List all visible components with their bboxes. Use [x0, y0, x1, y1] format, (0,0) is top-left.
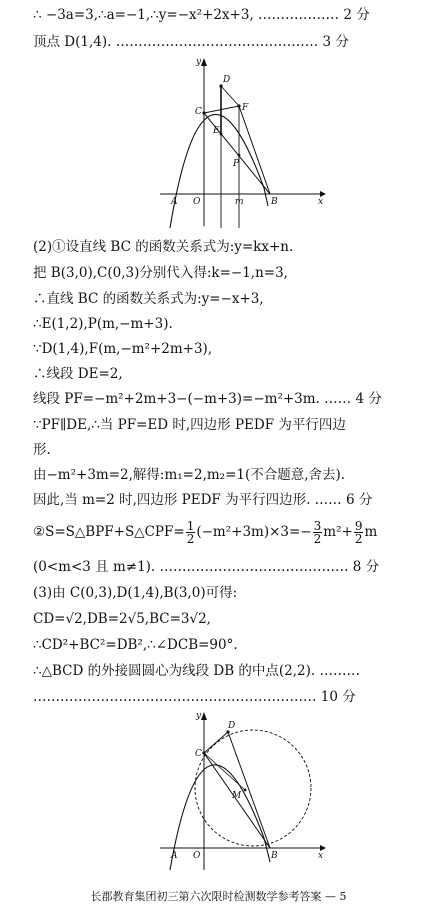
fig2-origin-O: O [193, 851, 201, 861]
fig1-y-label: y [196, 57, 202, 67]
fig2-point-B: B [271, 851, 278, 861]
solution-line-5: ∴直线 BC 的函数关系式为:y=−x+3, [33, 291, 264, 307]
solution-line-4: 把 B(3,0),C(0,3)分别代入得:k=−1,n=3, [33, 265, 288, 281]
fig2-y-label: y [196, 711, 202, 721]
fraction-2: $\frac{3}{2}$ [313, 519, 322, 546]
solution-line-9: 线段 PF=−m²+2m+3−(−m+3)=−m²+3m. …… 4 分 [33, 391, 382, 407]
solution-line-2: 顶点 D(1,4). ……………………………………… 3 分 [33, 34, 349, 50]
fig2-point-A: A [171, 851, 178, 861]
fig2-point-D: D [228, 721, 236, 731]
solution-line-19: ∴△BCD 的外接圆圆心为线段 DB 的中点(2,2). ……… [33, 663, 360, 679]
fig1-point-P: P [233, 159, 240, 169]
fraction-3: $\frac{9}{2}$ [354, 519, 363, 546]
fig1-x-label: x [318, 197, 324, 207]
solution-line-10: ∵PF∥DE,∴当 PF=ED 时,四边形 PEDF 为平行四边 [33, 417, 346, 433]
solution-line-7: ∵D(1,4),F(m,−m²+2m+3), [33, 341, 213, 357]
solution-line-20: ……………………………………………………… 10 分 [33, 689, 356, 705]
figure-circle-2 [160, 712, 330, 872]
solution-line-16: (3)由 C(0,3),D(1,4),B(3,0)可得: [33, 585, 238, 601]
fig1-point-E: E [213, 126, 220, 136]
solution-line-1: ∴ −3a=3,∴a=−1,∴y=−x²+2x+3, ……………… 2 分 [33, 7, 370, 23]
fig2-point-M: M [232, 791, 242, 801]
fig2-point-C: C [195, 749, 202, 759]
fig1-point-m: m [235, 197, 244, 207]
fraction-1: $\frac{1}{2}$ [186, 519, 195, 546]
page-footer: 长郡教育集团初三第六次限时检测数学参考答案 — 5 [90, 890, 347, 903]
solution-line-13: 因此,当 m=2 时,四边形 PEDF 为平行四边形. …… 6 分 [33, 492, 373, 508]
solution-line-17: CD=√2,DB=2√5,BC=3√2, [33, 611, 211, 627]
fig1-point-D: D [223, 75, 231, 85]
solution-line-12: 由−m²+3m=2,解得:m₁=2,m₂=1(不合题意,舍去). [33, 467, 346, 483]
solution-line-6: ∴E(1,2),P(m,−m+3). [33, 316, 173, 332]
solution-line-8: ∴线段 DE=2, [33, 366, 123, 382]
figure-parabola-1 [160, 58, 330, 228]
solution-line-15: (0<m<3 且 m≠1). …………………………………… 8 分 [33, 559, 380, 575]
solution-line-11: 形. [33, 442, 51, 458]
solution-line-3: (2)①设直线 BC 的函数关系式为:y=kx+n. [33, 239, 294, 255]
fig1-point-C: C [195, 107, 202, 117]
fig1-point-B: B [271, 197, 278, 207]
solution-line-14: ②S=S△BPF+S△CPF= $\frac{1}{2}$ (−m²+3m)×3=− $\frac{3}{2}$ m²+ $\frac{9}{2}$ m [33, 519, 378, 546]
solution-line-18: ∴CD²+BC²=DB²,∴∠DCB=90°. [33, 637, 238, 653]
fig1-point-F: F [242, 103, 249, 113]
fig2-x-label: x [318, 851, 324, 861]
fig1-point-A: A [171, 197, 178, 207]
fig1-origin-O: O [193, 197, 201, 207]
